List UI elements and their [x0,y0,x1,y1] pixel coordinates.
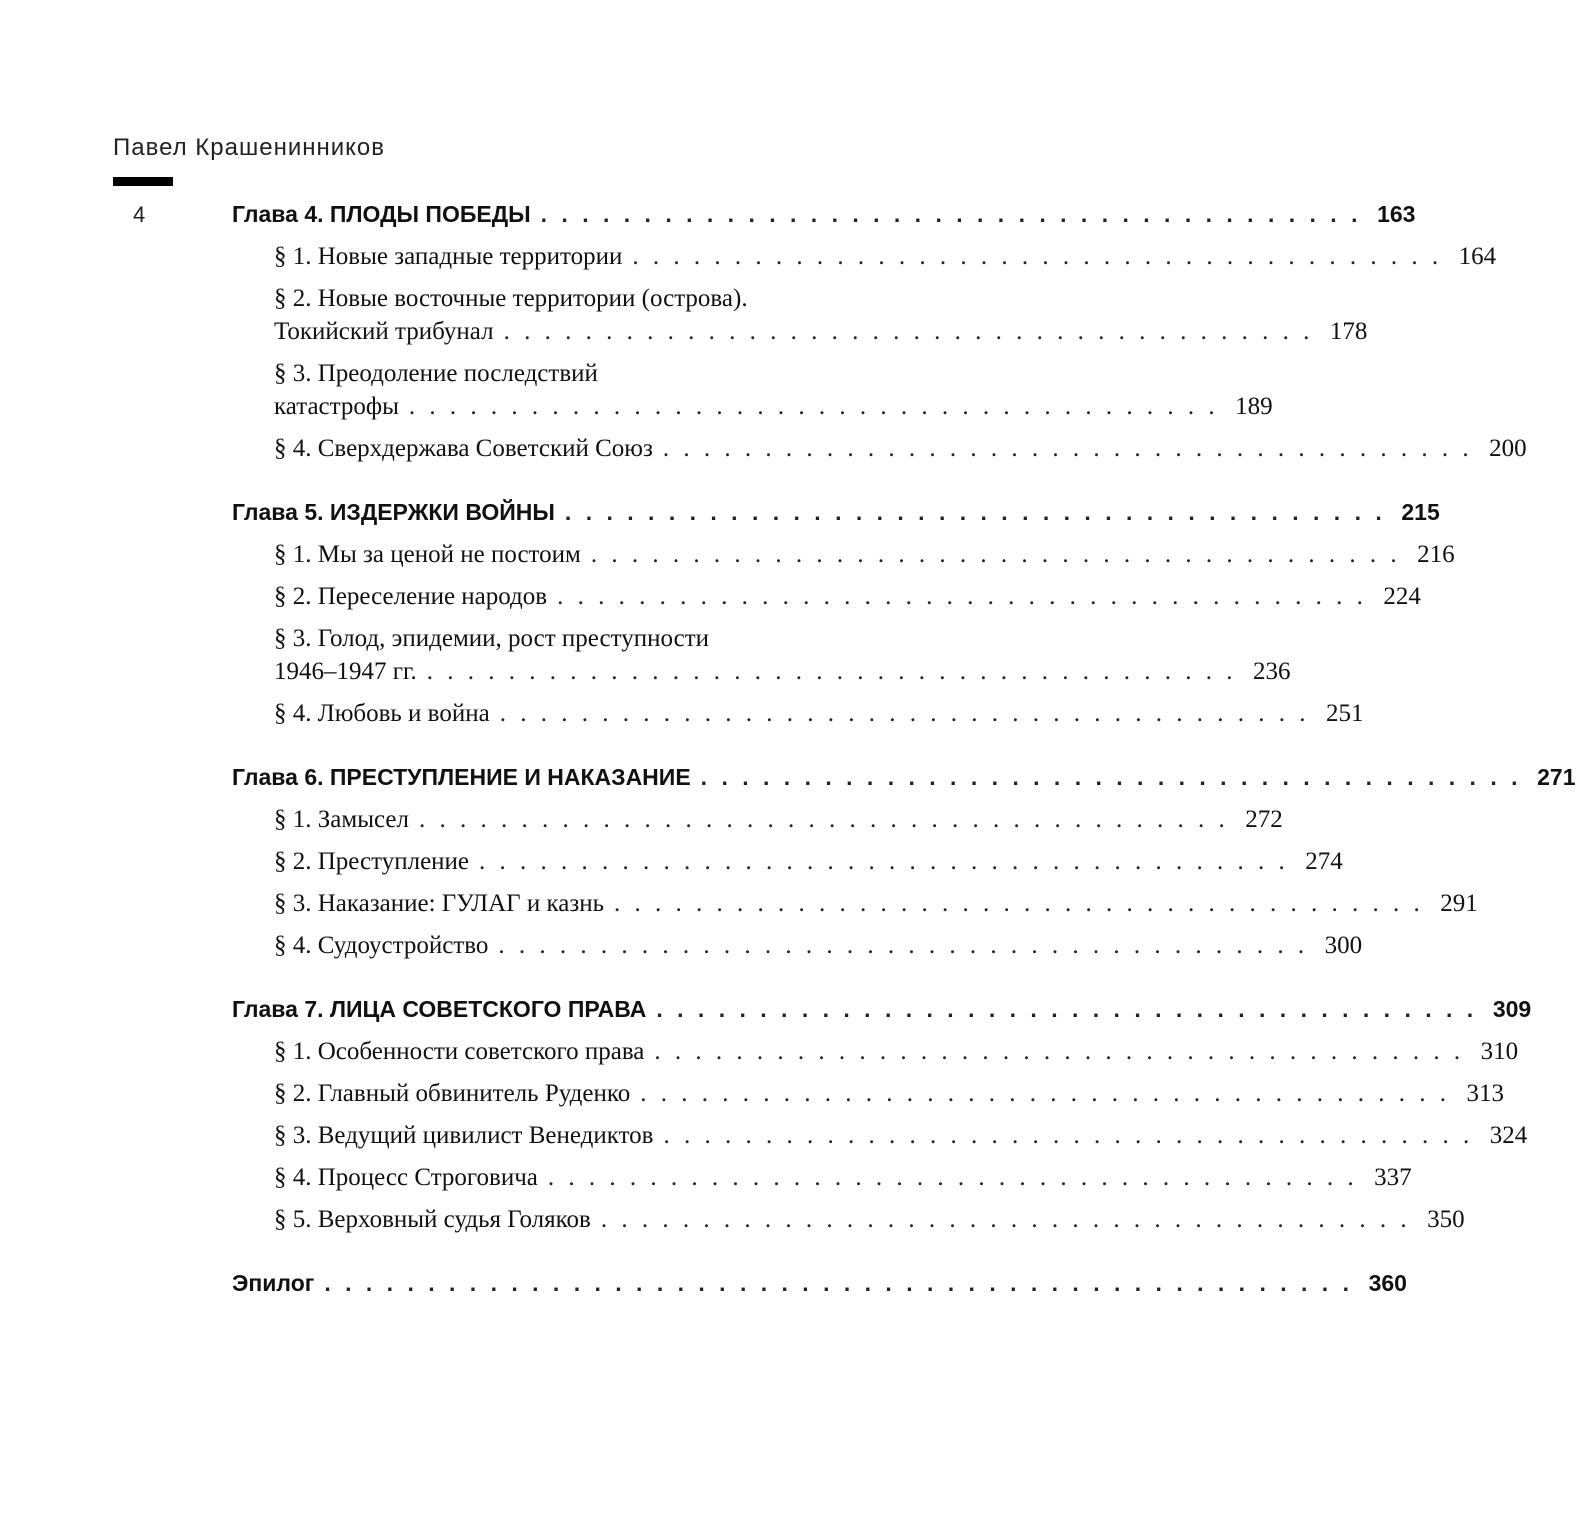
toc-section[interactable] [232,432,1527,465]
toc-section-title: § 4. Процесс Строговича [274,1164,538,1191]
toc-page-number: 215 [1401,499,1440,525]
dot-leader: . . . . . . . . . . . . . . . . . . . . . . . . . . . . . . . . . . . . . . . . [499,700,1310,727]
toc-section[interactable] [232,282,1368,348]
toc-page-number: 300 [1324,932,1363,959]
toc-epilogue[interactable] [232,1267,1407,1300]
toc-page-number: 216 [1417,541,1455,568]
toc-page-number: 178 [1329,318,1368,345]
toc-page-number: 291 [1440,890,1478,917]
toc-section[interactable] [232,887,1478,920]
toc-page-number: 350 [1427,1206,1465,1233]
toc-chapter-6[interactable] [232,761,1576,794]
dot-leader: . . . . . . . . . . . . . . . . . . . . . . . . . . . . . . . . . . . . . . . . [503,318,1314,345]
dot-leader: . . . . . . . . . . . . . . . . . . . . . . . . . . . . . . . . . . . . . . . . [564,499,1386,525]
dot-leader: . . . . . . . . . . . . . . . . . . . . . . . . . . . . . . . . . . . . . . . . [408,393,1219,420]
dot-leader: . . . . . . . . . . . . . . . . . . . . . . . . . . . . . . . . . . . . . . . . [656,996,1478,1022]
toc-section-title: § 3. Ведущий цивилист Венедиктов [274,1122,654,1149]
toc-section-title-line2: 1946–1947 гг. [274,658,417,685]
dot-leader: . . . . . . . . . . . . . . . . . . . . . . . . . . . . . . . . . . . . . . . . [654,1038,1465,1065]
dot-leader: . . . . . . . . . . . . . . . . . . . . . . . . . . . . . . . . . . . . . . . . [632,243,1443,270]
toc-section[interactable] [232,697,1364,730]
dot-leader: . . . . . . . . . . . . . . . . . . . . . . . . . . . . . . . . . . . . . . . . [600,1206,1411,1233]
toc-chapter-title: Эпилог [232,1270,315,1296]
toc-section[interactable] [232,1035,1519,1068]
toc-section-title-line1: § 3. Преодоление последствий [274,360,598,387]
toc-section[interactable] [232,1077,1504,1110]
toc-page-number: 337 [1374,1164,1412,1191]
dot-leader: . . . . . . . . . . . . . . . . . . . . . . . . . . . . . . . . . . . . . . . . [498,932,1309,959]
toc-page-number: 271 [1537,764,1576,790]
toc-section[interactable] [232,845,1343,878]
toc-page-number: 360 [1368,1270,1407,1296]
toc-section[interactable] [232,803,1283,836]
toc-section[interactable] [232,1119,1528,1152]
toc-chapter-title: Глава 5. ИЗДЕРЖКИ ВОЙНЫ [232,499,555,525]
toc-section-title: § 1. Особенности советского права [274,1038,645,1065]
toc-section-title-line2: Токийский трибунал [274,318,494,345]
toc-section[interactable] [232,1161,1412,1194]
toc-section-title: § 2. Главный обвинитель Руденко [274,1080,631,1107]
dot-leader: . . . . . . . . . . . . . . . . . . . . . . . . . . . . . . . . . . . . . . . . [590,541,1401,568]
dot-leader: . . . . . . . . . . . . . . . . . . . . . . . . . . . . . . . . . . . . . . . . [426,658,1237,685]
toc-page-number: 251 [1325,700,1364,727]
dot-leader: . . . . . . . . . . . . . . . . . . . . . . . . . . . . . . . . . . . . . . . . [547,1164,1358,1191]
toc-section[interactable] [232,580,1421,613]
dot-leader: . . . . . . . . . . . . . . . . . . . . . . . . . . . . . . . . . . . . . . . . [540,201,1362,227]
toc-chapter-4[interactable] [232,198,1416,231]
dot-leader: . . . . . . . . . . . . . . . . . . . . . . . . . . . . . . . . . . . . . . . . [479,848,1289,875]
dot-leader: . . . . . . . . . . . . . . . . . . . . . . . . . . . . . . . . . . . . . . . . [557,583,1367,610]
toc-section-title: § 2. Преступление [274,848,470,875]
toc-section[interactable] [232,240,1497,273]
toc-chapter-5[interactable] [232,496,1440,529]
dot-leader: . . . . . . . . . . . . . . . . . . . . . . . . . . . . . . . . . . . . . . . . [418,806,1229,833]
toc-chapter-title: Глава 7. ЛИЦА СОВЕТСКОГО ПРАВА [232,996,647,1022]
toc-section-title: § 5. Верховный судья Голяков [274,1206,591,1233]
toc-page-number: 313 [1466,1080,1504,1107]
toc-chapter-title: Глава 4. ПЛОДЫ ПОБЕДЫ [232,201,531,227]
toc-page-number: 310 [1480,1038,1519,1065]
toc-page-number: 164 [1458,243,1497,270]
page-number: 4 [133,202,146,227]
dot-leader: . . . . . . . . . . . . . . . . . . . . . . . . . . . . . . . . . . . . . . . . [700,764,1522,790]
toc-section-title: § 4. Сверхдержава Советский Союз [274,435,653,462]
toc-section[interactable] [232,1203,1465,1236]
toc-page-number: 274 [1305,848,1343,875]
toc-section-title: § 1. Мы за ценой не постоим [274,541,581,568]
toc-chapter-7[interactable] [232,993,1532,1026]
toc-section-title: § 4. Любовь и война [274,700,490,727]
toc-section[interactable] [232,929,1363,962]
author-underline-bar [113,177,173,186]
toc-section-title: § 3. Наказание: ГУЛАГ и казнь [274,890,604,917]
toc-section-title-line1: § 3. Голод, эпидемии, рост преступности [274,625,709,652]
toc-section-title: § 4. Судоустройство [274,932,489,959]
author-name: Павел Крашенинников [113,134,386,161]
toc-page-number: 200 [1489,435,1527,462]
dot-leader: . . . . . . . . . . . . . . . . . . . . . . . . . . . . . . . . . . . . . . . . . . . . . . . . . . [324,1270,1353,1296]
toc-section[interactable] [232,622,1291,688]
toc-section[interactable] [232,538,1455,571]
toc-section-title: § 1. Замысел [274,806,409,833]
toc-section[interactable] [232,357,1273,423]
dot-leader: . . . . . . . . . . . . . . . . . . . . . . . . . . . . . . . . . . . . . . . . [662,435,1473,462]
toc-page-number: 224 [1383,583,1421,610]
dot-leader: . . . . . . . . . . . . . . . . . . . . . . . . . . . . . . . . . . . . . . . . [640,1080,1450,1107]
toc-page-number: 163 [1377,201,1416,227]
toc-page-number: 272 [1245,806,1283,833]
toc-page-number: 189 [1235,393,1273,420]
toc-page-number: 324 [1489,1122,1528,1149]
toc-page-number: 236 [1252,658,1291,685]
dot-leader: . . . . . . . . . . . . . . . . . . . . . . . . . . . . . . . . . . . . . . . . [613,890,1424,917]
toc-section-title: § 1. Новые западные территории [274,243,623,270]
toc-page-number: 309 [1492,996,1532,1022]
toc-chapter-title: Глава 6. ПРЕСТУПЛЕНИЕ И НАКАЗАНИЕ [232,764,691,790]
toc-section-title: § 2. Переселение народов [274,583,548,610]
toc-section-title-line2: катастрофы [274,393,399,420]
table-of-contents [232,198,1576,1309]
dot-leader: . . . . . . . . . . . . . . . . . . . . . . . . . . . . . . . . . . . . . . . . [663,1122,1474,1149]
toc-section-title-line1: § 2. Новые восточные территории (острова). [274,285,748,312]
